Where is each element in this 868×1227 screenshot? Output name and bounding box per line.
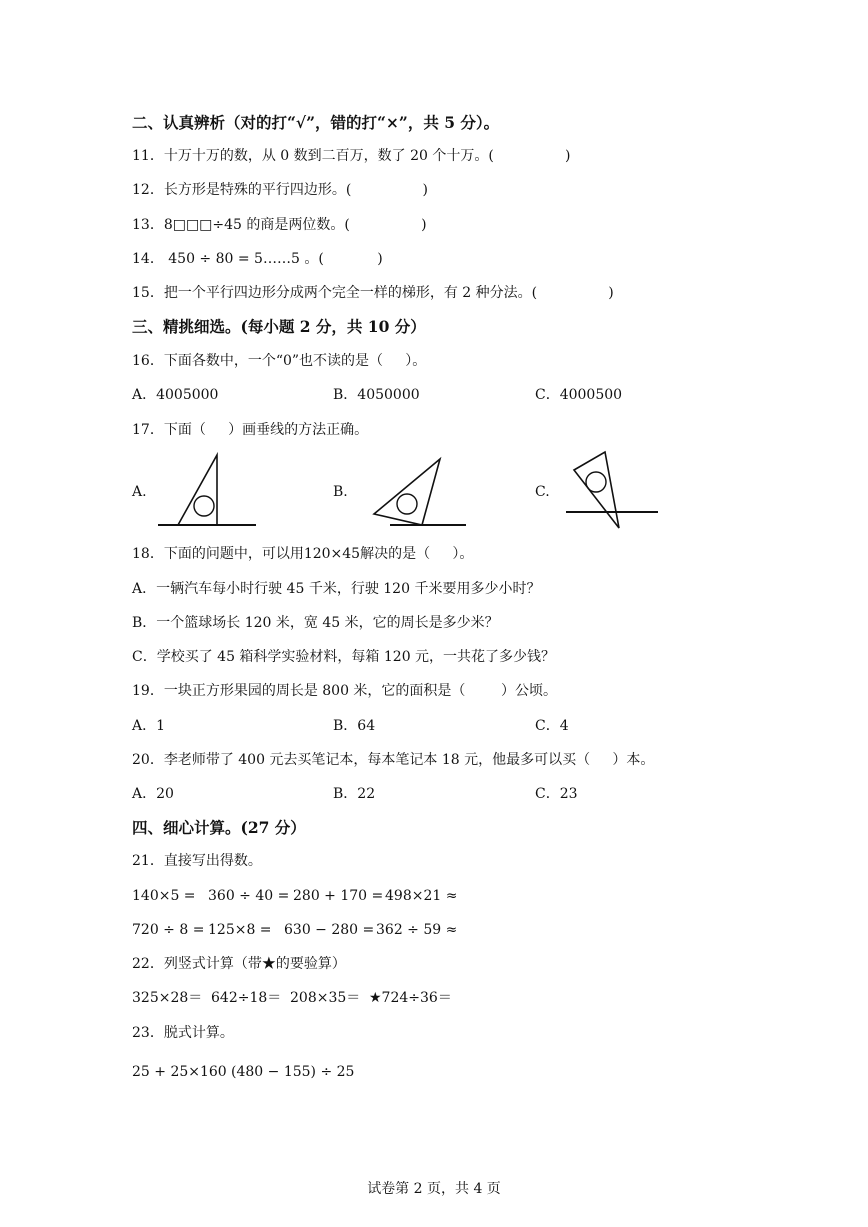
q21-expr-3: 280 + 170 = — [293, 888, 384, 904]
q17-a-hole — [194, 496, 214, 516]
q17-option-a: A. — [132, 484, 147, 500]
q22-expr-2: 642÷18＝ — [211, 990, 282, 1006]
q16-option-a: A．4005000 — [132, 387, 219, 403]
q21-expr-5: 720 ÷ 8 = — [132, 922, 205, 938]
q23-expr-1: 25 + 25×160 — [132, 1064, 227, 1080]
question-15: 15．把一个平行四边形分成两个完全一样的梯形，有 2 种分法。( ) — [132, 285, 614, 301]
q21-expr-6: 125×8 = — [208, 922, 272, 938]
question-17: 17．下面（ ）画垂线的方法正确。 — [132, 422, 369, 438]
q20-option-b: B．22 — [333, 786, 376, 802]
q19-option-a: A．1 — [132, 718, 166, 734]
q20-option-c: C．23 — [535, 786, 578, 802]
q17-c-set-square — [574, 452, 619, 528]
q23-expr-2: (480 − 155) ÷ 25 — [231, 1064, 355, 1080]
page-footer: 试卷第 2 页，共 4 页 — [367, 1181, 501, 1197]
q22-expr-4: ★724÷36＝ — [369, 990, 452, 1006]
q18-option-b: B．一个篮球场长 120 米，宽 45 米，它的周长是多少米？ — [132, 615, 499, 631]
q18-option-a: A．一辆汽车每小时行驶 45 千米，行驶 120 千米要用多少小时？ — [132, 581, 541, 597]
q17-option-b: B. — [333, 484, 348, 500]
q17-figure-b — [360, 452, 472, 534]
q21-expr-8: 362 ÷ 59 ≈ — [376, 922, 458, 938]
q17-b-hole — [397, 494, 417, 514]
q16-option-b: B．4050000 — [333, 387, 420, 403]
question-19: 19．一块正方形果园的周长是 800 米，它的面积是（ ）公顷。 — [132, 683, 558, 699]
section-3-title: 三、精挑细选。(每小题 2 分，共 10 分） — [132, 317, 426, 336]
question-11: 11．十万十万的数，从 0 数到二百万，数了 20 个十万。( ) — [132, 148, 571, 164]
q17-b-set-square — [374, 459, 440, 525]
q17-figure-a — [150, 448, 262, 534]
q21-expr-1: 140×5 = — [132, 888, 196, 904]
question-21: 21．直接写出得数。 — [132, 853, 262, 869]
q21-expr-7: 630 − 280 = — [284, 922, 375, 938]
q17-option-c: C. — [535, 484, 550, 500]
question-16: 16．下面各数中，一个“0”也不读的是（ ）。 — [132, 353, 427, 369]
q21-expr-4: 498×21 ≈ — [385, 888, 458, 904]
q22-expr-3: 208×35＝ — [290, 990, 361, 1006]
q19-option-b: B．64 — [333, 718, 376, 734]
q22-expr-1: 325×28＝ — [132, 990, 203, 1006]
question-18: 18．下面的问题中，可以用120×45解决的是（ ）。 — [132, 546, 474, 562]
question-20: 20．李老师带了 400 元去买笔记本，每本笔记本 18 元，他最多可以买（ ）本。 — [132, 752, 655, 768]
q17-figure-c — [562, 448, 662, 534]
question-12: 12．长方形是特殊的平行四边形。( ) — [132, 182, 428, 198]
section-2-title: 二、认真辨析（对的打“√”，错的打“×”，共 5 分）。 — [132, 113, 500, 132]
q17-a-set-square — [178, 455, 217, 525]
question-22: 22．列竖式计算（带★的要验算） — [132, 956, 346, 972]
q18-option-c: C．学校买了 45 箱科学实验材料，每箱 120 元，一共花了多少钱？ — [132, 649, 556, 665]
q16-option-c: C．4000500 — [535, 387, 623, 403]
section-4-title: 四、细心计算。(27 分） — [132, 818, 306, 837]
q17-c-hole — [586, 472, 606, 492]
question-23: 23．脱式计算。 — [132, 1025, 234, 1041]
question-13: 13．8□□□÷45 的商是两位数。( ) — [132, 217, 427, 233]
q21-expr-2: 360 ÷ 40 = — [208, 888, 290, 904]
question-14: 14． 450 ÷ 80 = 5……5 。( ) — [132, 251, 383, 267]
q19-option-c: C．4 — [535, 718, 569, 734]
q20-option-a: A．20 — [132, 786, 174, 802]
